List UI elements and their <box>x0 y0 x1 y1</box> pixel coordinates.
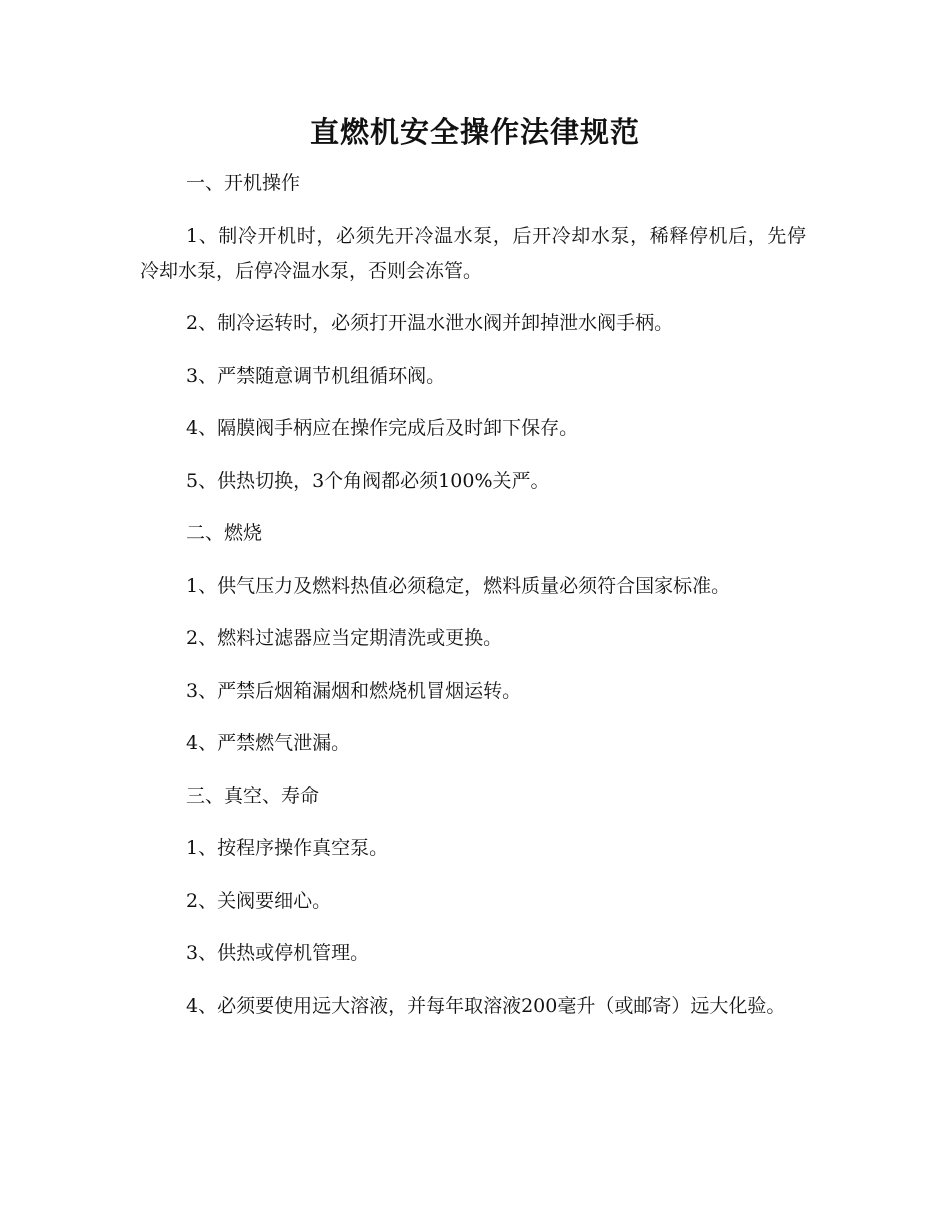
paragraph-item: 3、严禁随意调节机组循环阀。 <box>186 364 446 387</box>
paragraph-item: 3、严禁后烟箱漏烟和燃烧机冒烟运转。 <box>186 679 522 702</box>
section-heading-combustion: 二、燃烧 <box>186 522 263 544</box>
section-heading-startup: 一、开机操作 <box>186 172 301 194</box>
paragraph-item: 4、隔膜阀手柄应在操作完成后及时卸下保存。 <box>186 417 579 439</box>
paragraph-item: 5、供热切换，3个角阀都必须100%关严。 <box>186 469 550 492</box>
document-body <box>140 166 806 1041</box>
paragraph-item: 3、供热或停机管理。 <box>186 942 370 964</box>
paragraph-item: 2、燃料过滤器应当定期清洗或更换。 <box>186 627 503 649</box>
paragraph-item: 1、按程序操作真空泵。 <box>186 837 389 859</box>
paragraph-item: 2、关阀要细心。 <box>186 889 332 912</box>
paragraph-item: 4、必须要使用远大溶液，并每年取溶液200毫升（或邮寄）远大化验。 <box>186 994 786 1017</box>
paragraph-item: 1、制冷开机时，必须先开冷温水泵，后开冷却水泵，稀释停机后，先停冷却水泵，后停冷温水泵，否则会冻管。 <box>140 224 806 282</box>
paragraph-item: 4、严禁燃气泄漏。 <box>186 732 351 754</box>
paragraph-item: 1、供气压力及燃料热值必须稳定，燃料质量必须符合国家标准。 <box>186 574 731 597</box>
document-title: 直燃机安全操作法律规范 <box>309 115 640 149</box>
paragraph-item: 2、制冷运转时，必须打开温水泄水阀并卸掉泄水阀手柄。 <box>186 312 674 334</box>
section-heading-vacuum-life: 三、真空、寿命 <box>186 784 320 807</box>
